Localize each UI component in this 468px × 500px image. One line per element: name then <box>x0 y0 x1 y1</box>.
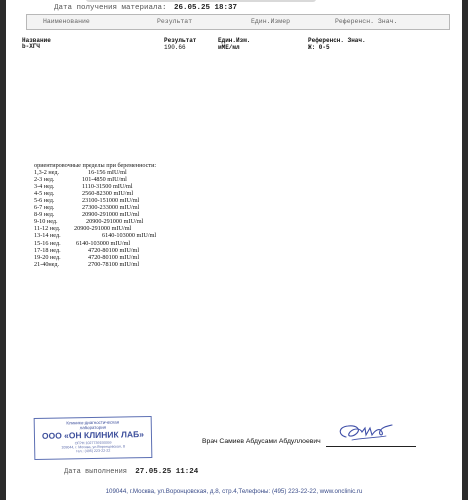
range-value: 101-4850 mIU/ml <box>82 176 127 184</box>
range-week: 1,3-2 нед. <box>34 169 60 176</box>
page-top-edge <box>86 0 316 2</box>
header-bar-unit: Един.Измер <box>251 18 291 25</box>
header-bar-reference: Референсн. Знач. <box>335 18 398 25</box>
range-value: 27300-233000 mIU/ml <box>82 204 140 212</box>
header-bar-name: Наименование <box>43 18 90 25</box>
signature-icon <box>332 419 394 447</box>
completion-date-value: 27.05.25 11:24 <box>135 468 199 476</box>
column-header-bar <box>26 14 450 30</box>
receipt-date-label: Дата получения материала: <box>54 4 167 12</box>
range-value: 6140-103000 mIU/ml <box>76 239 131 247</box>
range-value: 16-156 mIU/ml <box>88 169 127 176</box>
footer-address: 109044, г.Москва, ул.Воронцовская, д.8, стр.4,Телефоны: (495) 223-22-22, www.onclinic.ru <box>105 488 363 495</box>
range-week: 5-6 нед. <box>34 197 55 205</box>
range-week: 2-3 нед. <box>34 176 55 184</box>
range-value: 4720-80100 mIU/ml <box>88 253 140 261</box>
test-reference: Ж: 0-5 <box>308 44 330 51</box>
range-value: 23100-151000 mIU/ml <box>82 197 140 205</box>
range-value: 1110-31500 mIU/ml <box>82 183 133 191</box>
table-header-result: Результат <box>164 37 197 44</box>
lab-report-page <box>6 0 462 500</box>
range-value: 2700-78100 mIU/ml <box>88 260 140 268</box>
pregnancy-ranges-title: ориентировочные пределы при беременности: <box>34 162 157 169</box>
range-week: 9-10 нед. <box>34 218 58 226</box>
range-week: 4-5 нед. <box>34 190 55 198</box>
table-header-name: Название <box>22 37 51 44</box>
range-value: 2560-82300 mIU/ml <box>82 190 134 198</box>
test-name: b-ХГЧ <box>22 43 41 50</box>
range-value: 4720-80100 mIU/ml <box>88 246 140 254</box>
table-header-unit: Един.Изм. <box>218 37 251 44</box>
stamp-line-2: лаборатория <box>79 424 107 431</box>
range-week: 19-20 нед. <box>34 253 61 261</box>
range-week: 21-40нед. <box>34 260 60 268</box>
stamp-company: ООО «ОН КЛИНИК ЛАБ» <box>41 429 145 441</box>
receipt-date-value: 26.05.25 18:37 <box>174 4 238 12</box>
signature-line <box>326 446 416 447</box>
completion-date <box>64 468 198 476</box>
range-week: 6-7 нед. <box>34 204 55 212</box>
stamp-line-1: Клинико-диагностическая <box>66 419 120 426</box>
lab-stamp <box>34 416 153 460</box>
receipt-date <box>54 4 237 12</box>
range-week: 17-18 нед. <box>34 246 61 254</box>
range-week: 8-9 нед. <box>34 211 55 219</box>
range-value: 20900-291000 mIU/ml <box>74 225 132 233</box>
range-value: 20900-291000 mIU/ml <box>86 218 144 226</box>
doctor-name: Врач Самиев Абдусами Абдуллоевич <box>202 438 321 445</box>
stamp-line-6: тел.: (495) 223-22-22 <box>76 449 111 454</box>
stamp-line-4: ОГРН 1027739155559 <box>74 440 112 446</box>
header-bar-result: Результат <box>157 18 193 25</box>
range-week: 11-12 нед. <box>34 225 61 233</box>
range-value: 6140-103000 mIU/ml <box>102 232 157 240</box>
range-week: 15-16 нед. <box>34 239 61 247</box>
range-week: 3-4 нед. <box>34 183 55 191</box>
range-week: 13-14 нед. <box>34 232 61 240</box>
completion-date-label: Дата выполнения <box>64 468 128 476</box>
test-result: 190.66 <box>164 44 186 51</box>
test-unit: мМЕ/мл <box>218 44 240 51</box>
stamp-line-5: 109044, г. Москва, ул.Воронцовская, 8 <box>61 444 125 450</box>
table-header-reference: Референсн. Знач. <box>308 37 366 44</box>
range-value: 20900-291000 mIU/ml <box>82 211 140 219</box>
